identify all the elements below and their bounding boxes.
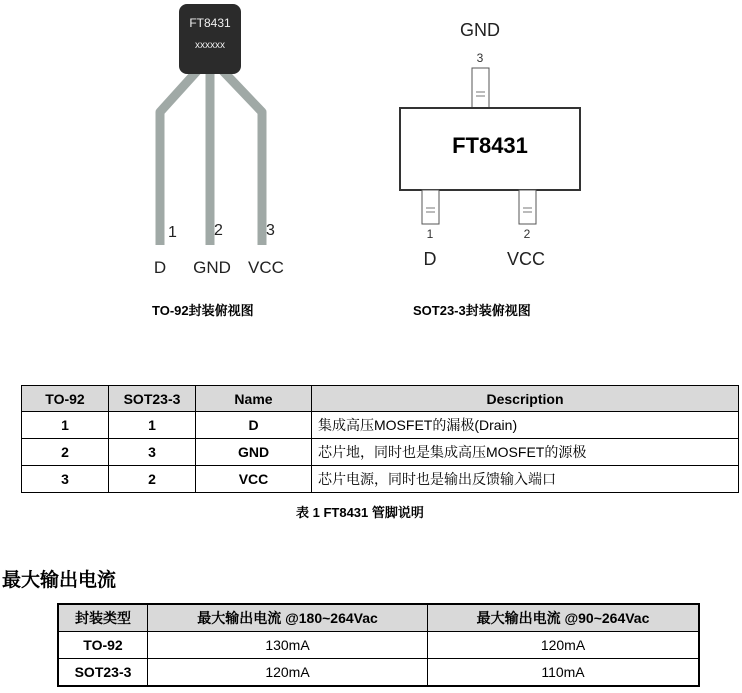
pin-table bbox=[21, 385, 739, 493]
package-cell: TO-92 bbox=[58, 632, 148, 659]
pin-name-cell: D bbox=[196, 412, 312, 439]
sot23-right-pin-label: VCC bbox=[506, 249, 546, 269]
table-row bbox=[22, 466, 739, 493]
sot23-top-pin-number: 3 bbox=[476, 51, 484, 65]
pin-table-header-to92: TO-92 bbox=[22, 386, 109, 412]
pin-table-header-description: Description bbox=[312, 386, 739, 412]
table-row bbox=[58, 659, 699, 687]
current-table-header-90v: 最大输出电流 @90~264Vac bbox=[428, 604, 700, 632]
sot23-pin-3 bbox=[472, 68, 489, 110]
to92-top-mark: FT8431 bbox=[189, 16, 231, 30]
sot23-pin-2 bbox=[519, 190, 536, 224]
pin-cell: 1 bbox=[22, 412, 109, 439]
pin-table-caption: 表 1 FT8431 管脚说明 bbox=[296, 505, 424, 520]
to92-pin2-label: GND bbox=[193, 258, 231, 277]
sot23-chip-label: FT8431 bbox=[452, 133, 528, 158]
to92-bottom-mark: xxxxxx bbox=[195, 40, 225, 51]
current-table-header bbox=[58, 604, 699, 632]
table-row bbox=[22, 439, 739, 466]
to92-caption: TO-92封装俯视图 bbox=[152, 303, 254, 318]
to92-lead-3 bbox=[222, 70, 262, 245]
sot23-caption: SOT23-3封装俯视图 bbox=[413, 303, 531, 318]
package-cell: SOT23-3 bbox=[58, 659, 148, 687]
to92-body bbox=[179, 4, 241, 74]
pin-table-header-sot23: SOT23-3 bbox=[109, 386, 196, 412]
to92-pin1-number: 1 bbox=[168, 224, 177, 241]
to92-pin3-label: VCC bbox=[248, 258, 284, 277]
pin-cell: 1 bbox=[109, 412, 196, 439]
current-cell: 110mA bbox=[428, 659, 700, 687]
current-cell: 120mA bbox=[148, 659, 428, 687]
pin-cell: 3 bbox=[22, 466, 109, 493]
current-table bbox=[57, 603, 700, 687]
to92-package-drawing bbox=[140, 0, 320, 280]
table-row bbox=[58, 632, 699, 659]
sot23-left-pin-label: D bbox=[423, 249, 437, 269]
pin-name-cell: VCC bbox=[196, 466, 312, 493]
to92-lead-1 bbox=[160, 70, 198, 245]
sot23-left-pin-number: 1 bbox=[426, 227, 434, 241]
pin-description-cell: 集成高压MOSFET的漏极(Drain) bbox=[312, 412, 739, 439]
sot23-right-pin-number: 2 bbox=[523, 227, 531, 241]
to92-pin3-number: 3 bbox=[266, 222, 275, 239]
pin-description-cell: 芯片地，同时也是集成高压MOSFET的源极 bbox=[312, 439, 739, 466]
sot23-package-drawing bbox=[395, 10, 595, 275]
table-row bbox=[22, 412, 739, 439]
pin-name-cell: GND bbox=[196, 439, 312, 466]
current-table-header-180v: 最大输出电流 @180~264Vac bbox=[148, 604, 428, 632]
current-cell: 130mA bbox=[148, 632, 428, 659]
to92-pin1-label: D bbox=[153, 258, 167, 277]
pin-table-header bbox=[22, 386, 739, 412]
sot23-top-pin-label: GND bbox=[460, 20, 500, 40]
current-cell: 120mA bbox=[428, 632, 700, 659]
section-title: 最大输出电流 bbox=[2, 570, 117, 591]
pin-cell: 3 bbox=[109, 439, 196, 466]
pin-cell: 2 bbox=[22, 439, 109, 466]
pin-description-cell: 芯片电源，同时也是输出反馈输入端口 bbox=[312, 466, 739, 493]
to92-pin2-number: 2 bbox=[214, 222, 223, 239]
current-table-header-package: 封装类型 bbox=[58, 604, 148, 632]
sot23-pin-1 bbox=[422, 190, 439, 224]
pin-cell: 2 bbox=[109, 466, 196, 493]
pin-table-header-name: Name bbox=[196, 386, 312, 412]
